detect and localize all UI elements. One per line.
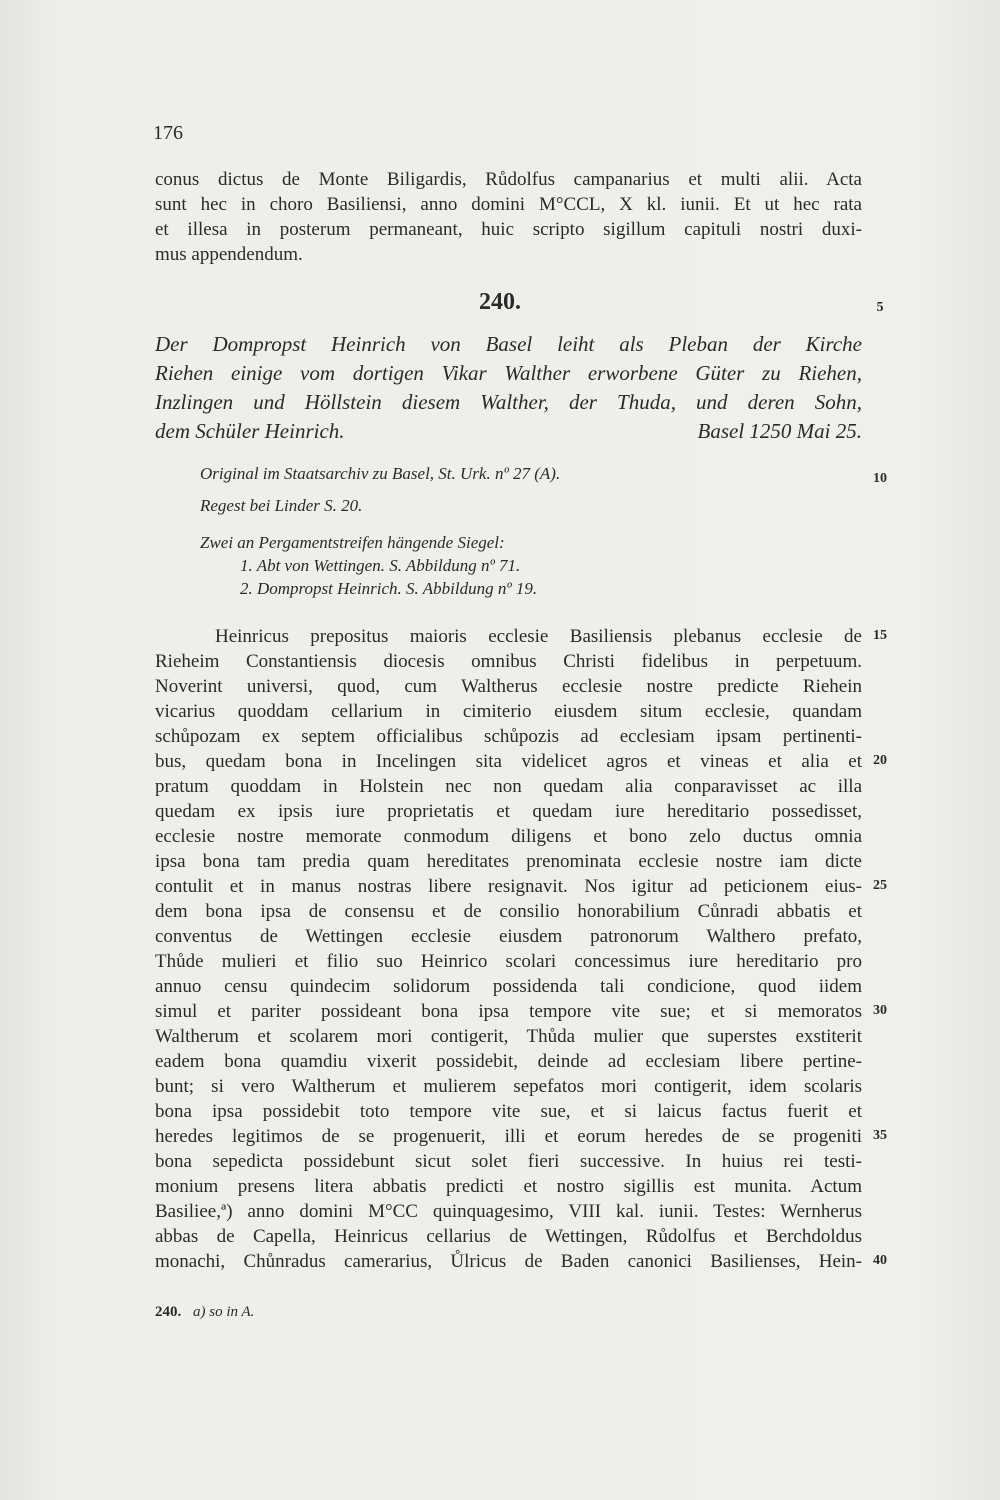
preamble-line: et illesa in posterum permaneant, huic scripto sigillum capituli nostri duxi-	[155, 219, 862, 240]
regest-line: Riehen einige vom dortigen Vikar Walther erworbene Güter zu Riehen,	[155, 361, 862, 385]
line-number: 20	[873, 753, 887, 768]
footnote	[155, 1304, 254, 1321]
note-seal-2: 2. Dompropst Heinrich. S. Abbildung nº 19.	[240, 579, 538, 598]
regest-date: Basel 1250 Mai 25.	[697, 419, 862, 443]
line-number: 10	[873, 471, 887, 486]
body-line: dem bona ipsa de consensu et de consilio honorabilium Cůnradi abbatis et	[155, 901, 862, 922]
regest-last-line	[155, 417, 862, 446]
regest-last-text: dem Schüler Heinrich.	[155, 419, 345, 443]
regest-line: Der Dompropst Heinrich von Basel leiht als Pleban der Kirche	[155, 332, 862, 356]
body-line: ecclesie nostre memorate conmodum diligens et bono zelo ductus omnia	[155, 826, 862, 847]
preamble-line: conus dictus de Monte Biligardis, Růdolfus campanarius et multi alii. Acta	[155, 169, 862, 190]
body-line: bona ipsa possidebit toto tempore vite sue, et si laicus factus fuerit et	[155, 1101, 862, 1122]
line-number: 5	[876, 300, 884, 315]
body-line: conventus de Wettingen ecclesie eiusdem patronorum Walthero prefato,	[155, 926, 862, 947]
document-number: 240.	[479, 289, 521, 315]
body-line: monachi, Chůnradus camerarius, Ůlricus de Baden canonici Basilienses, Hein-	[155, 1251, 862, 1272]
body-line: Waltherum et scolarem mori contigerit, Thůda mulier que superstes exstiterit	[155, 1026, 862, 1047]
note-seal-1: 1. Abt von Wettingen. S. Abbildung nº 71.	[240, 556, 521, 575]
body-line: bus, quedam bona in Incelingen sita videlicet agros et vineas et alia et	[155, 751, 862, 772]
body-line: eadem bona quamdiu vixerit possidebit, deinde ad ecclesiam libere pertine-	[155, 1051, 862, 1072]
body-line: schůpozam ex septem officialibus schůpozis ad ecclesiam ipsam pertinenti-	[155, 726, 862, 747]
line-number: 25	[873, 878, 887, 893]
preamble-line: mus appendendum.	[155, 244, 303, 265]
line-number: 30	[873, 1003, 887, 1018]
note-seals-heading: Zwei an Pergamentstreifen hängende Siegel:	[200, 533, 505, 552]
body-line: abbas de Capella, Heinricus cellarius de Wettingen, Růdolfus et Berchdoldus	[155, 1226, 862, 1247]
body-line: vicarius quoddam cellarium in cimiterio eiusdem situm ecclesie, quandam	[155, 701, 862, 722]
body-line: Noverint universi, quod, cum Waltherus ecclesie nostre predicte Riehein	[155, 676, 862, 697]
page-number: 176	[153, 122, 183, 144]
body-line: contulit et in manus nostras libere resignavit. Nos igitur ad peticionem eius-	[155, 876, 862, 897]
body-line: monium presens litera abbatis predicti et nostro sigillis est munita. Actum	[155, 1176, 862, 1197]
line-number: 40	[873, 1253, 887, 1268]
body-line: bona sepedicta possidebunt sicut solet fieri successive. In huius rei testi-	[155, 1151, 862, 1172]
line-number: 35	[873, 1128, 887, 1143]
body-line: simul et pariter possideant bona ipsa tempore vite sue; et si memoratos	[155, 1001, 862, 1022]
body-line: pratum quoddam in Holstein nec non quedam alia conparavisset ac illa	[155, 776, 862, 797]
body-line: Rieheim Constantiensis diocesis omnibus Christi fidelibus in perpetuum.	[155, 651, 862, 672]
body-line: heredes legitimos de se progenuerit, illi et eorum heredes de se progeniti	[155, 1126, 862, 1147]
body-line: Thůde mulieri et filio suo Heinrico scolari concessimus iure hereditario pro	[155, 951, 862, 972]
note-regest: Regest bei Linder S. 20.	[200, 496, 363, 515]
body-line: Basiliee,ª) anno domini M°CC quinquagesimo, VIII kal. iunii. Testes: Wernherus	[155, 1201, 862, 1222]
body-line: Heinricus prepositus maioris ecclesie Basiliensis plebanus ecclesie de	[215, 626, 862, 647]
note-original: Original im Staatsarchiv zu Basel, St. Urk. nº 27 (A).	[200, 464, 561, 483]
line-number: 15	[873, 628, 887, 643]
footnote-number: 240.	[155, 1304, 182, 1320]
regest-line: Inzlingen und Höllstein diesem Walther, der Thuda, und deren Sohn,	[155, 390, 862, 414]
body-line: bunt; si vero Waltherum et mulierem sepefatos mori contigerit, idem scolaris	[155, 1076, 862, 1097]
preamble-line: sunt hec in choro Basiliensi, anno domini M°CCL, X kl. iunii. Et ut hec rata	[155, 194, 862, 215]
footnote-text: a) so in A.	[193, 1304, 255, 1320]
body-line: ipsa bona tam predia quam hereditates prenominata ecclesie nostre iam dicte	[155, 851, 862, 872]
body-line: annuo censu quindecim solidorum possidenda tali condicione, quod iidem	[155, 976, 862, 997]
body-line: quedam ex ipsis iure proprietatis et quedam iure hereditario possedisset,	[155, 801, 862, 822]
